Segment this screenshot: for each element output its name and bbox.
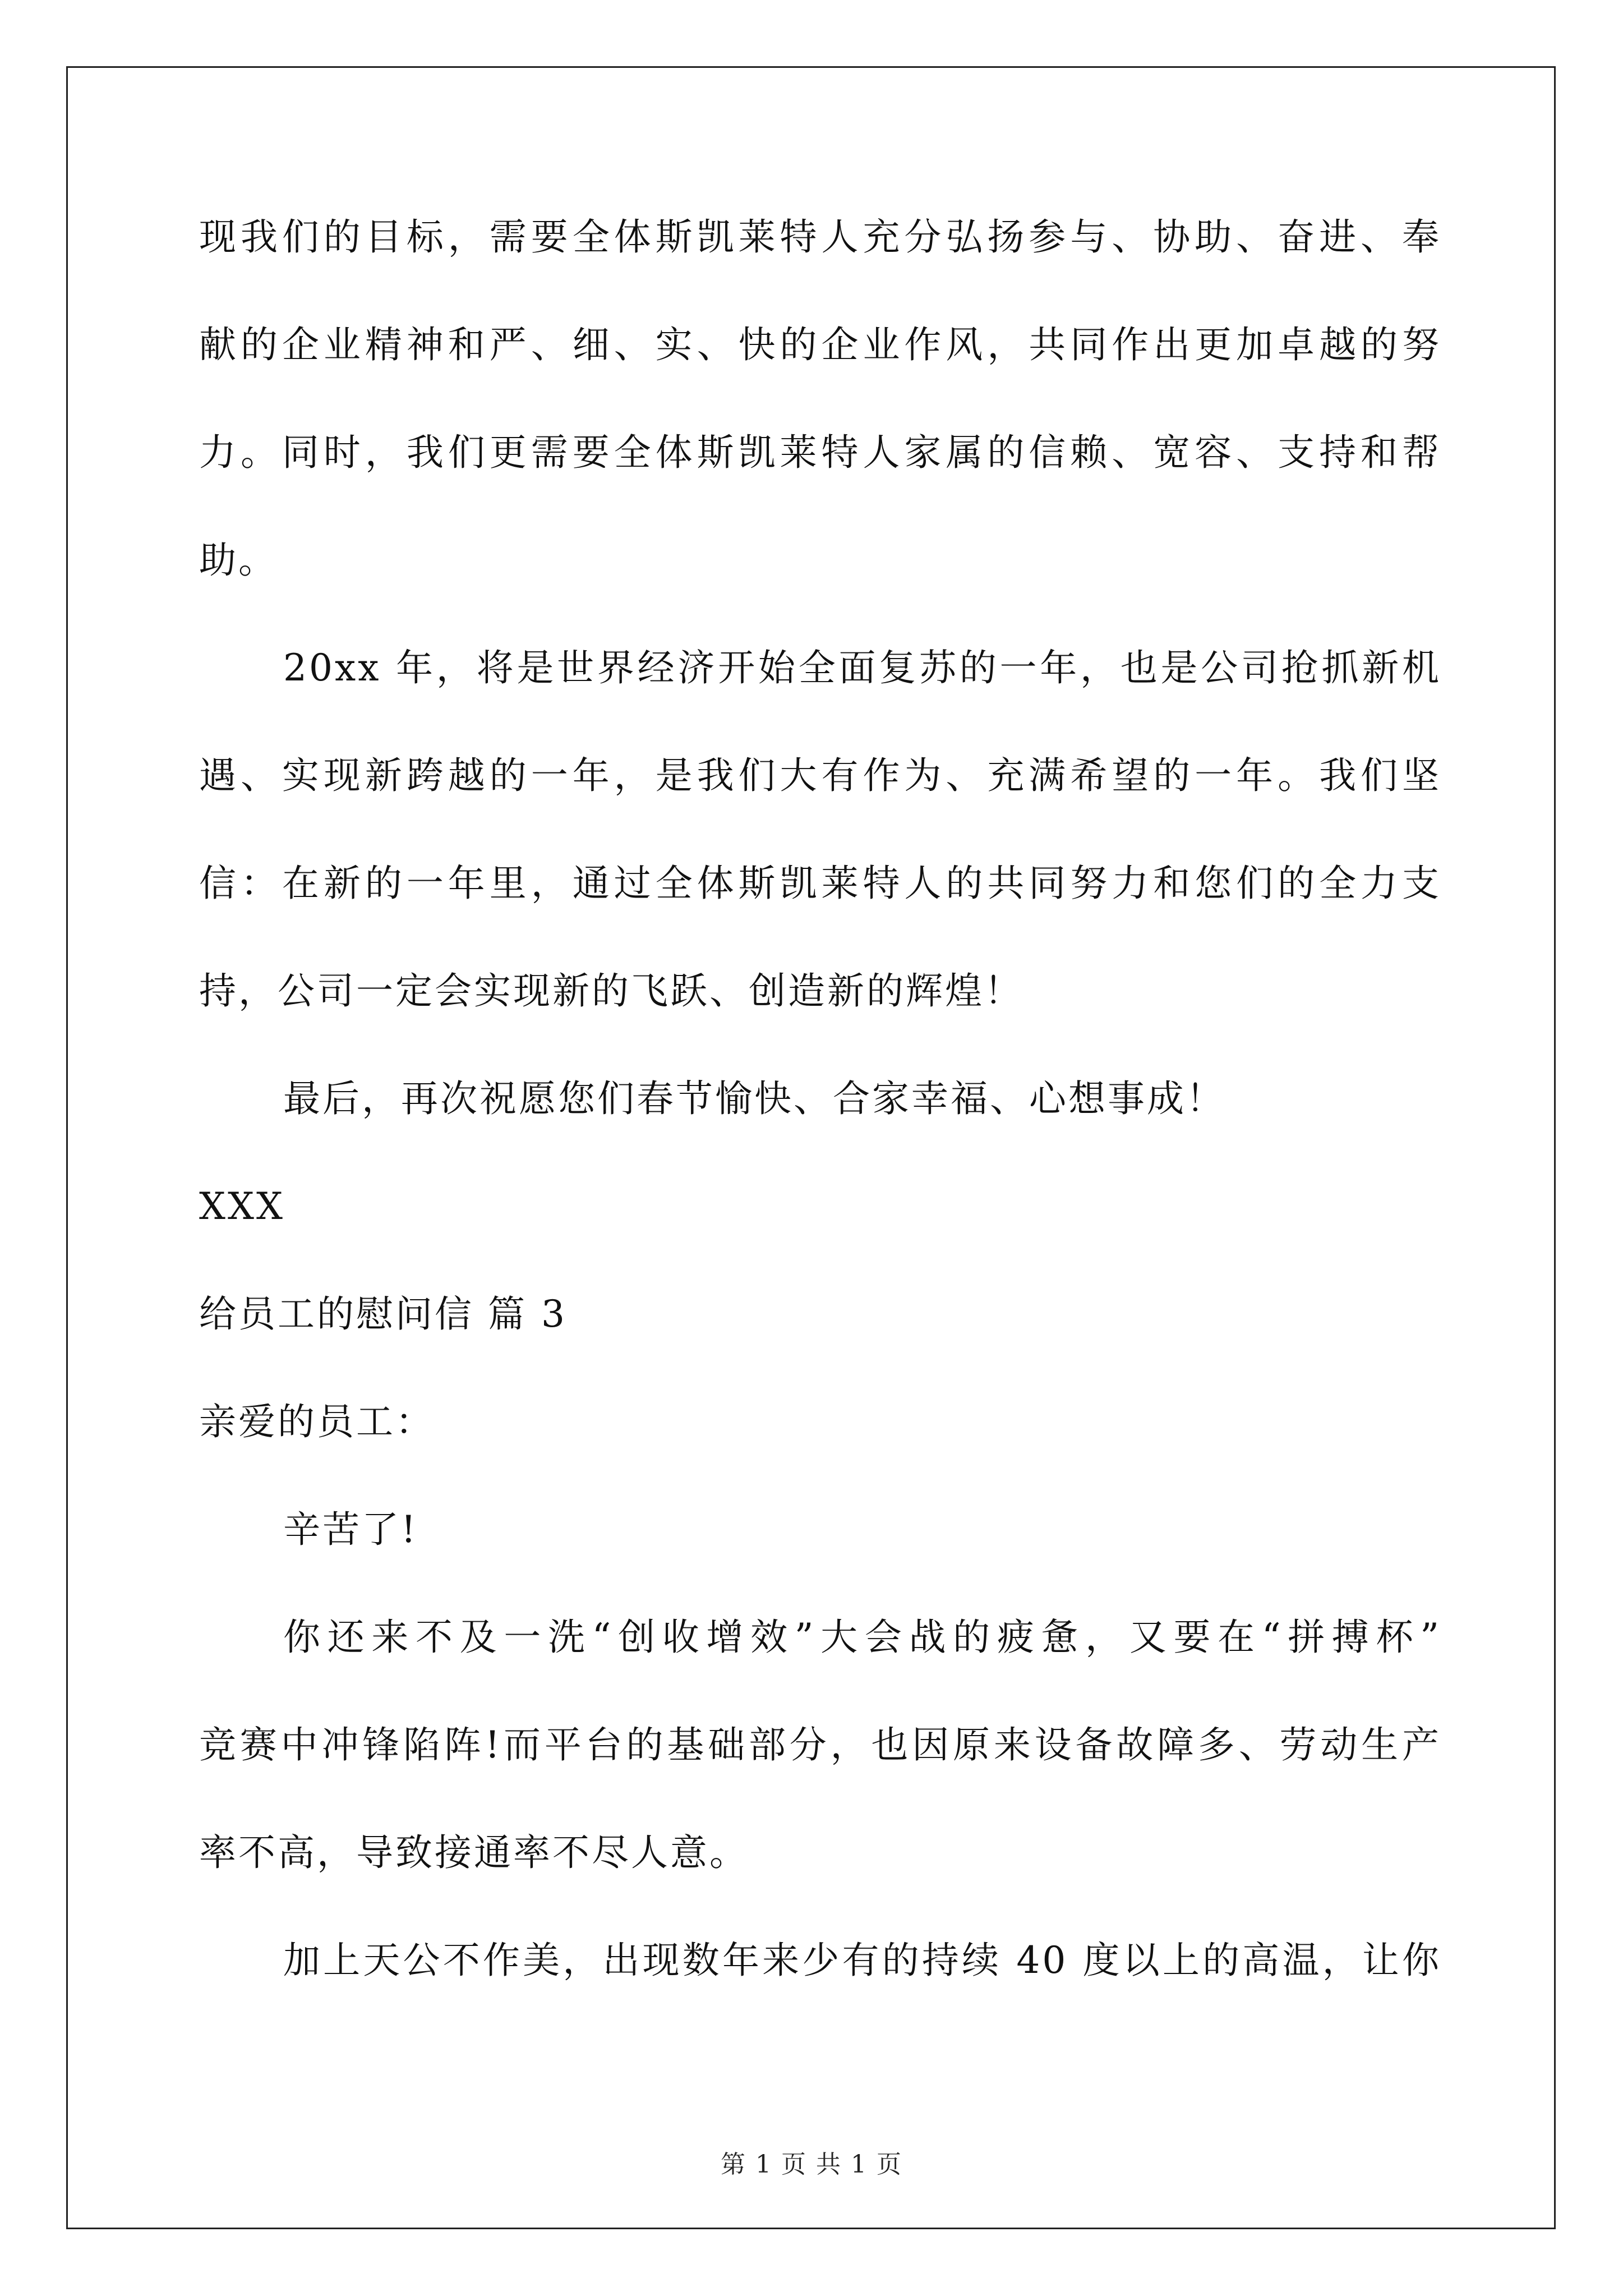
paragraph-line: 竞赛中冲锋陷阵!而平台的基础部分，也因原来设备故障多、劳动生产 — [199, 1723, 1441, 1766]
paragraph-line: 力。同时，我们更需要全体斯凯莱特人家属的信赖、宽容、支持和帮 — [199, 431, 1441, 474]
paragraph-line: 率不高，导致接通率不尽人意。 — [199, 1831, 749, 1874]
paragraph-line: 遇、实现新跨越的一年，是我们大有作为、充满希望的一年。我们坚 — [199, 754, 1441, 797]
document-body — [199, 215, 1441, 2050]
paragraph-line: 信：在新的一年里，通过全体斯凯莱特人的共同努力和您们的全力支 — [199, 862, 1441, 905]
paragraph-line: 加上天公不作美，出现数年来少有的持续 40 度以上的高温，让你 — [283, 1939, 1441, 1982]
section-heading: 给员工的慰问信 篇 3 — [199, 1292, 567, 1336]
paragraph-line: 持，公司一定会实现新的飞跃、创造新的辉煌！ — [199, 969, 1023, 1013]
paragraph-line: 20xx 年，将是世界经济开始全面复苏的一年，也是公司抢抓新机 — [283, 646, 1441, 689]
paragraph-line: 助。 — [199, 539, 278, 582]
salutation: 亲爱的员工： — [199, 1400, 435, 1443]
page-footer: 第 1 页 共 1 页 — [721, 2150, 902, 2179]
signature-line: XXX — [199, 1185, 285, 1228]
paragraph-line: 现我们的目标，需要全体斯凯莱特人充分弘扬参与、协助、奋进、奉 — [199, 215, 1441, 259]
paragraph-line: 辛苦了! — [283, 1508, 418, 1551]
paragraph-line: 献的企业精神和严、细、实、快的企业作风，共同作出更加卓越的努 — [199, 323, 1441, 366]
paragraph-line: 你还来不及一洗“创收增效”大会战的疲惫，又要在“拼搏杯” — [283, 1616, 1441, 1659]
paragraph-line: 最后，再次祝愿您们春节愉快、合家幸福、心想事成！ — [283, 1077, 1225, 1120]
